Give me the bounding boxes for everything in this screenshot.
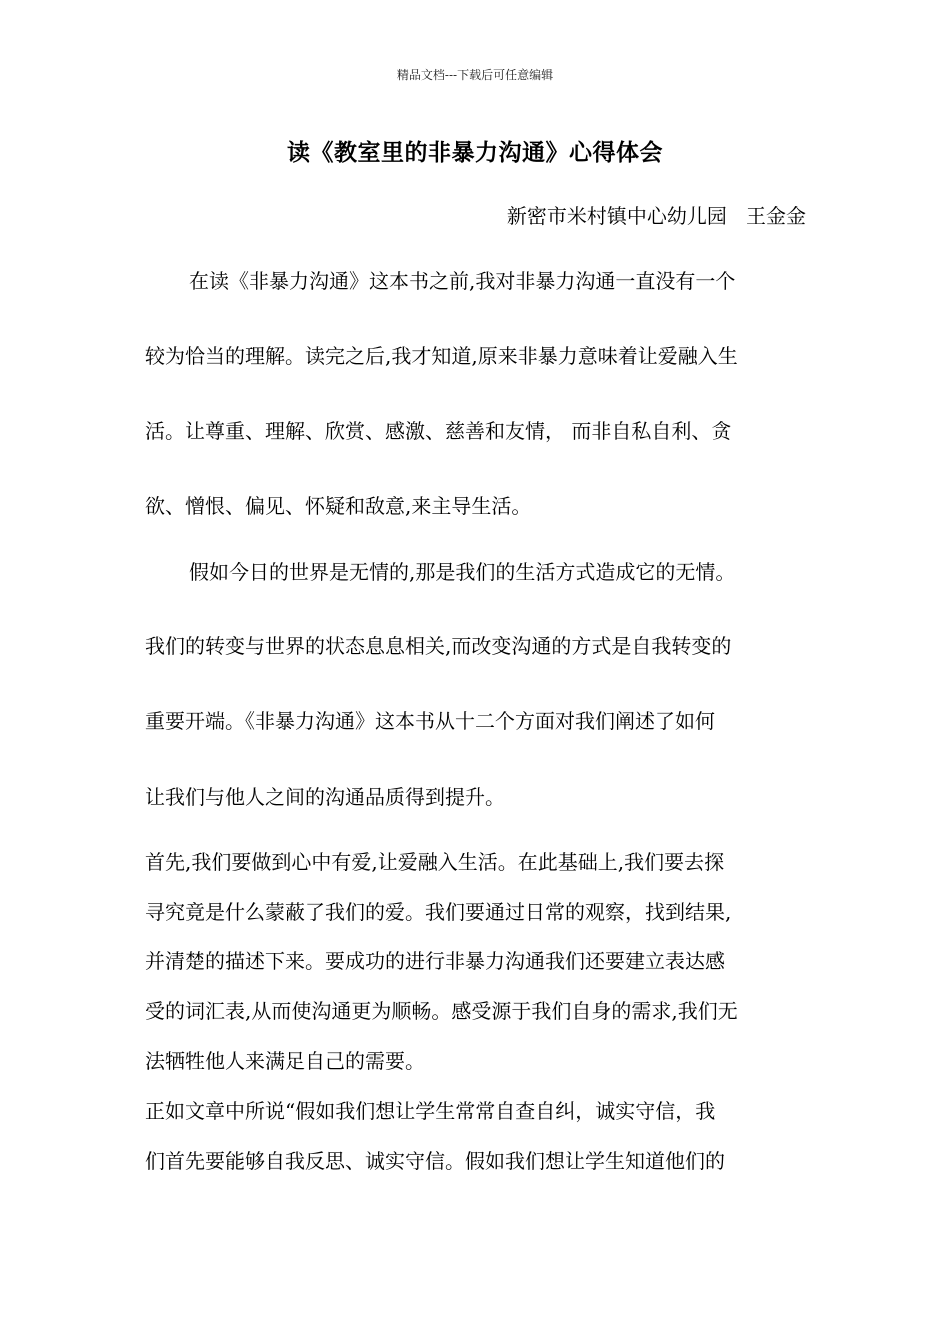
paragraph-line: 寻究竟是什么蒙蔽了我们的爱。我们要通过日常的观察，找到结果, bbox=[145, 900, 732, 924]
paragraph-line: 重要开端。《非暴力沟通》这本书从十二个方面对我们阐述了如何 bbox=[145, 709, 715, 733]
paragraph-line: 让我们与他人之间的沟通品质得到提升。 bbox=[145, 785, 505, 809]
paragraph-line: 受的词汇表,从而使沟通更为顺畅。感受源于我们自身的需求,我们无 bbox=[145, 999, 738, 1023]
paragraph-line: 在读《非暴力沟通》这本书之前,我对非暴力沟通一直没有一个 bbox=[189, 269, 736, 293]
paragraph-line: 首先,我们要做到心中有爱,让爱融入生活。在此基础上,我们要去探 bbox=[145, 850, 725, 874]
paragraph-line: 我们的转变与世界的状态息息相关,而改变沟通的方式是自我转变的 bbox=[145, 634, 732, 658]
document-author: 新密市米村镇中心幼儿园 王金金 bbox=[506, 204, 806, 228]
paragraph-line: 正如文章中所说“假如我们想让学生常常自查自纠，诚实守信，我 bbox=[145, 1099, 716, 1123]
paragraph-line: 较为恰当的理解。读完之后,我才知道,原来非暴力意味着让爱融入生 bbox=[145, 344, 738, 368]
paragraph-line: 活。让尊重、理解、欣赏、感激、慈善和友情， 而非自私自利、贪 bbox=[145, 419, 732, 443]
page-header: 精品文档---下载后可任意编辑 bbox=[396, 68, 554, 82]
paragraph-line: 假如今日的世界是无情的,那是我们的生活方式造成它的无情。 bbox=[189, 560, 736, 584]
document-title: 读《教室里的非暴力沟通》心得体会 bbox=[287, 139, 663, 166]
paragraph-line: 并清楚的描述下来。要成功的进行非暴力沟通我们还要建立表达感 bbox=[145, 949, 725, 973]
paragraph-line: 法牺牲他人来满足自己的需要。 bbox=[145, 1049, 425, 1073]
paragraph-line: 欲、憎恨、偏见、怀疑和敌意,来主导生活。 bbox=[145, 494, 532, 518]
paragraph-line: 们首先要能够自我反思、诚实守信。假如我们想让学生知道他们的 bbox=[145, 1149, 725, 1173]
